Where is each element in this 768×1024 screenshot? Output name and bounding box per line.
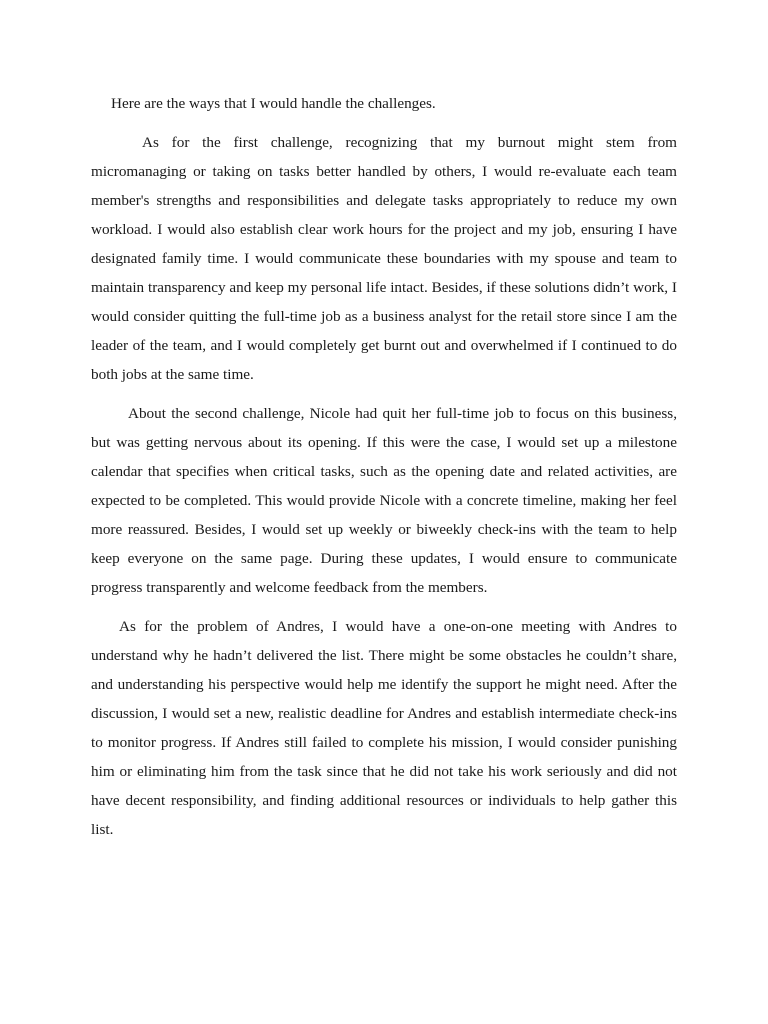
- document-body: [91, 89, 677, 854]
- paragraph-second-challenge: About the second challenge, Nicole had quit her full-time job to focus on this business, but was getting nervous about its opening. If this were the case, I would set up a milestone calendar that specifies when critical tasks, such as the opening date and related activities, are expected to be completed. This would provide Nicole with a concrete timeline, making her feel more reassured. Besides, I would set up weekly or biweekly check-ins with the team to help keep everyone on the same page. During these updates, I would ensure to communicate progress transparently and welcome feedback from the members.: [91, 405, 677, 596]
- paragraph-andres-problem: As for the problem of Andres, I would have a one-on-one meeting with Andres to understand why he hadn’t delivered the list. There might be some obstacles he couldn’t share, and understanding his perspective would help me identify the support he might need. After the discussion, I would set a new, realistic deadline for Andres and establish intermediate check-ins to monitor progress. If Andres still failed to complete his mission, I would consider punishing him or eliminating him from the task since that he did not take his work seriously and did not have decent responsibility, and finding additional resources or individuals to help gather this list.: [91, 618, 677, 838]
- paragraph-first-challenge: As for the first challenge, recognizing that my burnout might stem from micromanaging or taking on tasks better handled by others, I would re-evaluate each team member's strengths and responsibilities and delegate tasks appropriately to reduce my own workload. I would also establish clear work hours for the project and my job, ensuring I have designated family time. I would communicate these boundaries with my spouse and team to maintain transparency and keep my personal life intact. Besides, if these solutions didn’t work, I would consider quitting the full-time job as a business analyst for the retail store since I am the leader of the team, and I would completely get burnt out and overwhelmed if I continued to do both jobs at the same time.: [91, 134, 677, 383]
- intro-paragraph: Here are the ways that I would handle the challenges.: [111, 95, 436, 112]
